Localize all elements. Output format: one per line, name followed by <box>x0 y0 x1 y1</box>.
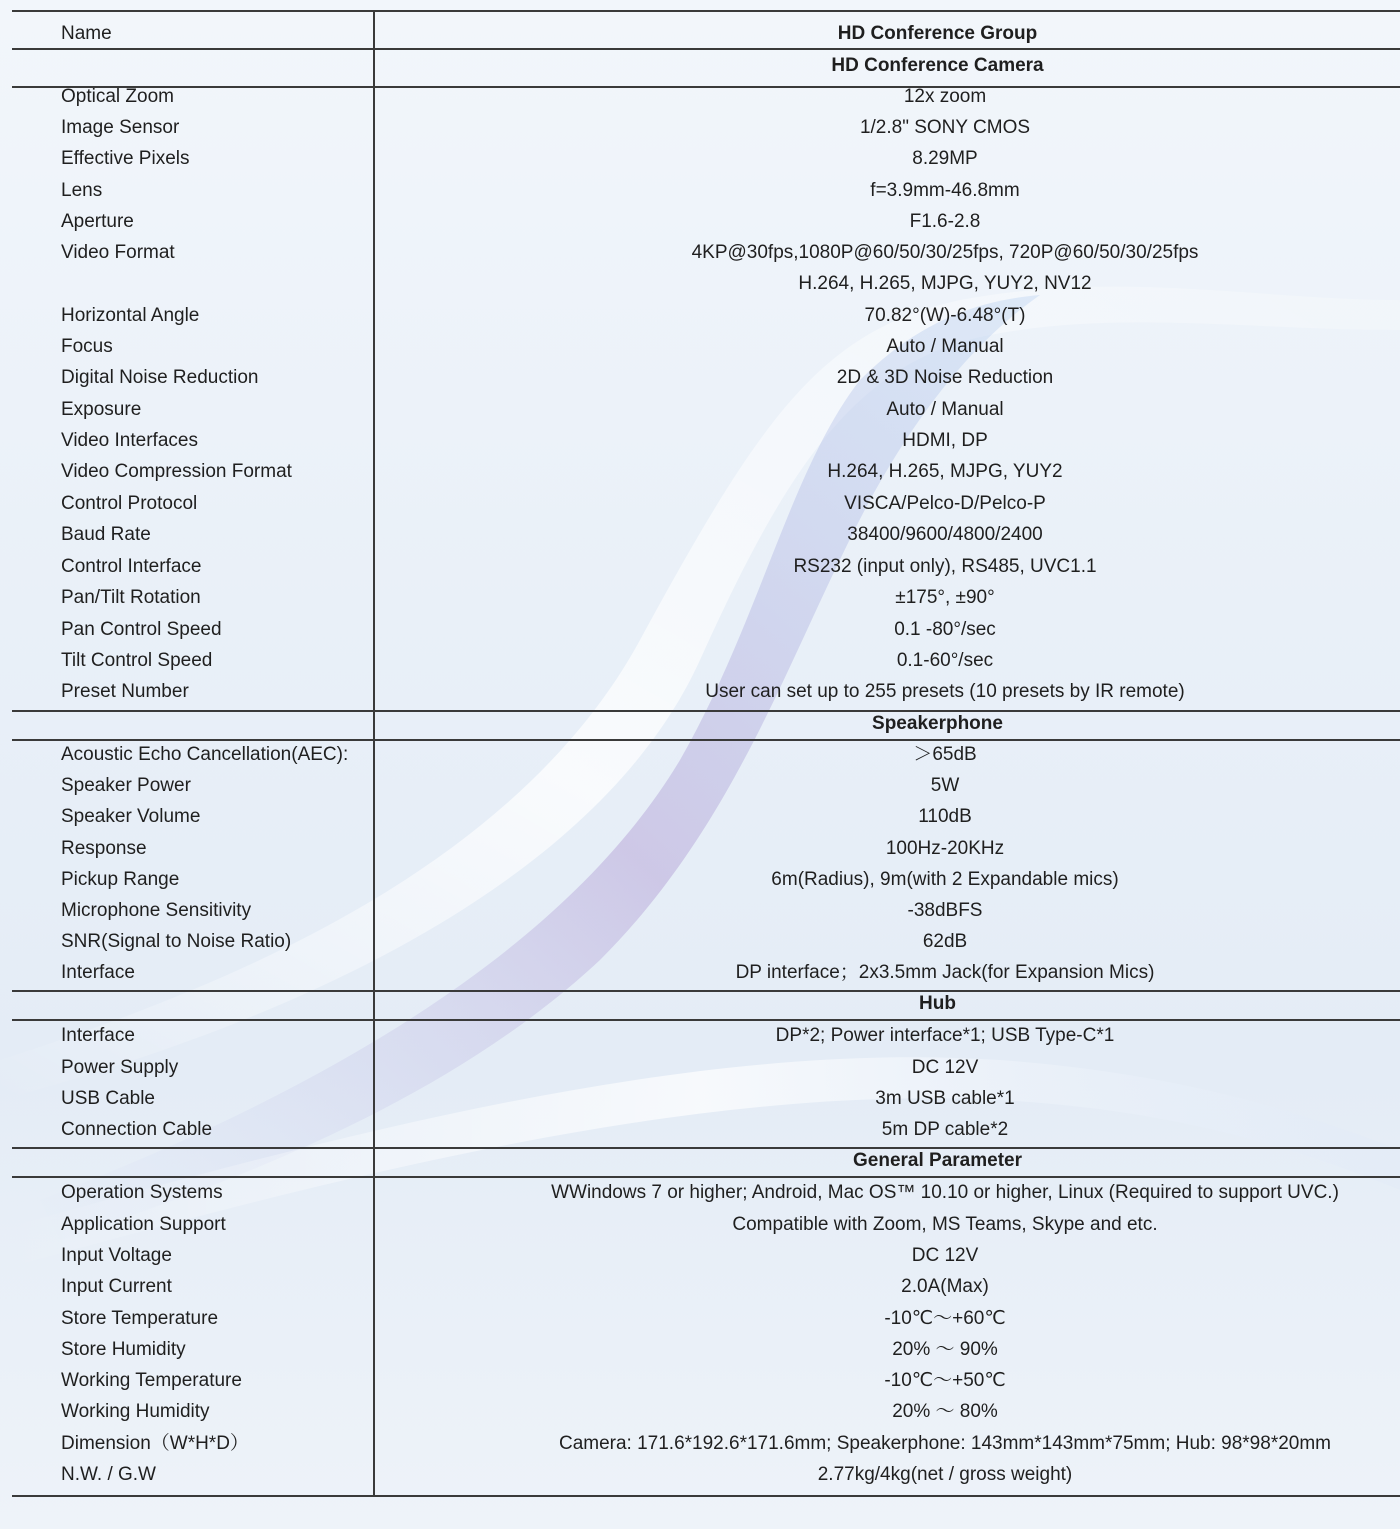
spec-value: 5m DP cable*2 <box>881 1119 1009 1140</box>
section-title-speakerphone: Speakerphone <box>872 713 1003 734</box>
spec-label: Store Humidity <box>61 1339 186 1360</box>
spec-label: Pickup Range <box>61 869 180 890</box>
spec-label: Interface <box>61 1025 135 1046</box>
spec-value: Compatible with Zoom, MS Teams, Skype and etc. <box>732 1214 1158 1235</box>
spec-value: H.264, H.265, MJPG, YUY2 <box>827 461 1063 482</box>
section-title-hub: Hub <box>919 993 956 1014</box>
spec-label: Store Temperature <box>61 1308 219 1329</box>
column-divider <box>373 10 375 1496</box>
spec-value: 2.0A(Max) <box>901 1276 989 1297</box>
spec-value: 1/2.8" SONY CMOS <box>859 117 1031 138</box>
spec-label: Image Sensor <box>61 117 180 138</box>
spec-label: Power Supply <box>61 1057 179 1078</box>
spec-value: ±175°, ±90° <box>895 587 995 608</box>
spec-value: 3m USB cable*1 <box>875 1088 1015 1109</box>
spec-value: 38400/9600/4800/2400 <box>847 524 1043 545</box>
spec-label: USB Cable <box>61 1088 155 1109</box>
spec-value: DC 12V <box>911 1057 979 1078</box>
spec-value: DC 12V <box>911 1245 979 1266</box>
spec-label: Video Interfaces <box>61 430 198 451</box>
spec-value: ＞65dB <box>913 744 977 765</box>
table-bottom-border <box>12 1495 1400 1497</box>
spec-label: Preset Number <box>61 681 189 702</box>
name-header: Name <box>61 23 112 44</box>
spec-value: 20% ～ 80% <box>892 1401 998 1422</box>
spec-label: Digital Noise Reduction <box>61 367 259 388</box>
spec-value: User can set up to 255 presets (10 presets by IR remote) <box>705 681 1185 702</box>
spec-value: 12x zoom <box>903 86 987 107</box>
spec-label: Response <box>61 838 147 859</box>
spec-value: H.264, H.265, MJPG, YUY2, NV12 <box>798 273 1092 294</box>
spec-label: Connection Cable <box>61 1119 213 1140</box>
spec-label: Lens <box>61 180 103 201</box>
spec-value: 8.29MP <box>912 148 978 169</box>
spec-value: 70.82°(W)-6.48°(T) <box>864 305 1026 326</box>
spec-value: -10℃～+50℃ <box>884 1370 1006 1391</box>
spec-label: N.W. / G.W <box>61 1464 156 1485</box>
section-title-general: General Parameter <box>853 1150 1022 1171</box>
spec-label: Horizontal Angle <box>61 305 200 326</box>
spec-value: WWindows 7 or higher; Android, Mac OS™ 10.10 or higher, Linux (Required to support UVC.) <box>551 1182 1339 1203</box>
table-top-border <box>12 10 1400 12</box>
spec-value: 62dB <box>922 931 968 952</box>
spec-label: Speaker Volume <box>61 806 201 827</box>
spec-value: -38dBFS <box>907 900 983 921</box>
spec-label: Effective Pixels <box>61 148 190 169</box>
spec-label: Optical Zoom <box>61 86 174 107</box>
group-title: HD Conference Group <box>837 23 1038 44</box>
spec-value: 110dB <box>918 806 972 827</box>
spec-label: Interface <box>61 962 135 983</box>
spec-value: Camera: 171.6*192.6*171.6mm; Speakerphone: 143mm*143mm*75mm; Hub: 98*98*20mm <box>558 1433 1332 1454</box>
spec-value: HDMI, DP <box>902 430 988 451</box>
spec-value: 2.77kg/4kg(net / gross weight) <box>817 1464 1073 1485</box>
spec-label: Tilt Control Speed <box>61 650 213 671</box>
spec-value: Auto / Manual <box>886 336 1004 357</box>
spec-value: RS232 (input only), RS485, UVC1.1 <box>793 556 1097 577</box>
spec-label: Working Temperature <box>61 1370 242 1391</box>
spec-label: Application Support <box>61 1214 226 1235</box>
spec-label: Working Humidity <box>61 1401 210 1422</box>
spec-label: Video Format <box>61 242 175 263</box>
section-title-camera: HD Conference Camera <box>831 55 1044 76</box>
spec-label: Aperture <box>61 211 134 232</box>
spec-value: VISCA/Pelco-D/Pelco-P <box>844 493 1046 514</box>
spec-value: 4KP@30fps,1080P@60/50/30/25fps, 720P@60/50/30/25fps <box>691 242 1199 263</box>
spec-label: Dimension（W*H*D） <box>61 1433 249 1454</box>
spec-label: Operation Systems <box>61 1182 223 1203</box>
spec-label: Microphone Sensitivity <box>61 900 252 921</box>
spec-label: Baud Rate <box>61 524 151 545</box>
spec-value: -10℃～+60℃ <box>884 1308 1006 1329</box>
spec-value: F1.6-2.8 <box>909 211 981 232</box>
spec-value: 100Hz-20KHz <box>885 838 1005 859</box>
spec-label: Input Voltage <box>61 1245 172 1266</box>
spec-label: Control Protocol <box>61 493 198 514</box>
spec-label: Input Current <box>61 1276 172 1297</box>
spec-label: Acoustic Echo Cancellation(AEC): <box>61 744 349 765</box>
spec-value: DP*2; Power interface*1; USB Type-C*1 <box>775 1025 1115 1046</box>
spec-label: Pan/Tilt Rotation <box>61 587 201 608</box>
spec-label: Control Interface <box>61 556 202 577</box>
spec-value: f=3.9mm-46.8mm <box>870 180 1020 201</box>
spec-label: Video Compression Format <box>61 461 292 482</box>
spec-value: Auto / Manual <box>886 399 1004 420</box>
spec-label: SNR(Signal to Noise Ratio) <box>61 931 292 952</box>
spec-value: 0.1 -80°/sec <box>894 619 996 640</box>
spec-label: Exposure <box>61 399 142 420</box>
spec-label: Pan Control Speed <box>61 619 222 640</box>
spec-value: 2D & 3D Noise Reduction <box>836 367 1054 388</box>
spec-value: 0.1-60°/sec <box>896 650 994 671</box>
spec-label: Speaker Power <box>61 775 191 796</box>
spec-value: 5W <box>930 775 960 796</box>
spec-value: DP interface；2x3.5mm Jack(for Expansion Mics) <box>735 962 1155 983</box>
spec-value: 6m(Radius), 9m(with 2 Expandable mics) <box>771 869 1119 890</box>
spec-label: Focus <box>61 336 113 357</box>
spec-value: 20% ～ 90% <box>892 1339 998 1360</box>
